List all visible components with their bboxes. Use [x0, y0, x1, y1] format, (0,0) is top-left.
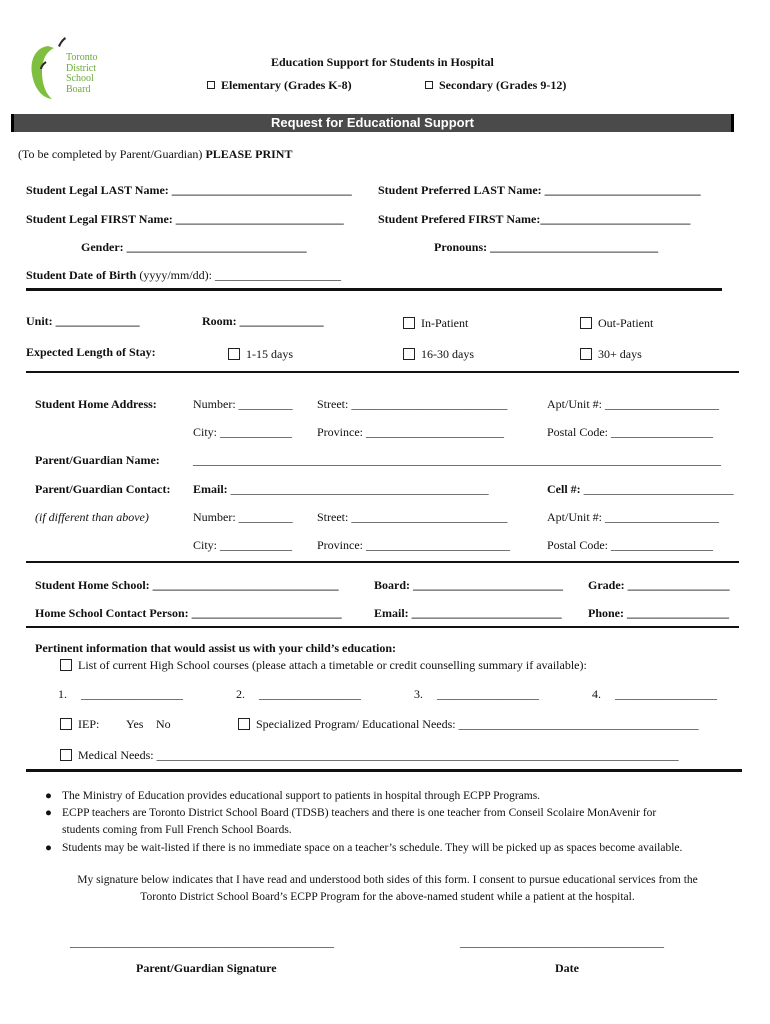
- out-patient-label: Out-Patient: [598, 316, 654, 330]
- email-label: Email:: [193, 482, 228, 496]
- dob-field[interactable]: [26, 268, 341, 283]
- instructions: [18, 147, 292, 162]
- note-text: students coming from Full French School Boards.: [62, 824, 292, 836]
- iep-label: IEP:: [78, 717, 100, 731]
- banner-text: Request for Educational Support: [271, 115, 474, 130]
- date-line[interactable]: __________________________________: [460, 935, 664, 949]
- divider: [26, 561, 739, 563]
- consent-line: My signature below indicates that I have read and understood both sides of this form. I consent to pursue educational services from the: [77, 874, 698, 886]
- note-text: Students may be wait-listed if there is no immediate space on a teacher’s schedule. They will be picked up as spaces become available.: [62, 842, 683, 854]
- note-text: ECPP teachers are Toronto District School Board (TDSB) teachers and there is one teacher from Conseil Scolaire MonAvenir for: [62, 807, 657, 819]
- course-line: _________________: [81, 687, 183, 701]
- legal-first-name-field[interactable]: Student Legal FIRST Name: ____________________________: [26, 212, 344, 226]
- in-patient-label: In-Patient: [421, 316, 469, 330]
- signature-label: Parent/Guardian Signature: [136, 961, 277, 975]
- board-field[interactable]: Board: _________________________: [374, 578, 563, 592]
- logo-line: District: [66, 62, 96, 74]
- guardian-apt-field[interactable]: Apt/Unit #: ___________________: [547, 510, 720, 524]
- stay-option-2[interactable]: [403, 347, 474, 362]
- checkbox-icon[interactable]: [425, 81, 433, 89]
- iep-yes[interactable]: Yes: [126, 717, 144, 731]
- course-number: 3.: [414, 687, 423, 701]
- course-4-field[interactable]: [592, 687, 717, 702]
- guardian-province-field[interactable]: Province: ________________________: [317, 538, 510, 552]
- logo-line: Toronto: [66, 52, 98, 63]
- iep-no[interactable]: No: [156, 717, 171, 731]
- guardian-contact-label: Parent/Guardian Contact:: [35, 482, 171, 496]
- cell-line: _________________________: [580, 482, 734, 496]
- course-line: _________________: [615, 687, 717, 701]
- course-2-field[interactable]: [236, 687, 361, 702]
- stay-option-label: 16-30 days: [421, 347, 474, 361]
- checkbox-icon[interactable]: [207, 81, 215, 89]
- note-item: [45, 805, 657, 822]
- course-number: 4.: [592, 687, 601, 701]
- stay-option-label: 1-15 days: [246, 347, 293, 361]
- course-3-field[interactable]: [414, 687, 539, 702]
- divider: [26, 371, 739, 373]
- school-contact-field[interactable]: Home School Contact Person: _________________________: [35, 606, 342, 620]
- school-email-field[interactable]: Email: _________________________: [374, 606, 562, 620]
- checkbox-icon[interactable]: [403, 348, 415, 360]
- course-line: _________________: [259, 687, 361, 701]
- dob-label: Student Date of Birth: [26, 268, 137, 282]
- specialized-option[interactable]: [238, 717, 699, 732]
- note-item: [45, 840, 683, 857]
- course-number: 1.: [58, 687, 67, 701]
- specialized-label: Specialized Program/ Educational Needs: ________________________________________: [256, 717, 699, 731]
- stay-option-label: 30+ days: [598, 347, 642, 361]
- checkbox-icon[interactable]: [238, 718, 250, 730]
- divider: [26, 769, 742, 772]
- out-patient-option[interactable]: [580, 316, 653, 331]
- signature-line[interactable]: ____________________________________________: [70, 935, 334, 949]
- guardian-number-field[interactable]: Number: _________: [193, 510, 293, 524]
- legal-last-name-field[interactable]: Student Legal LAST Name: ______________________________: [26, 183, 352, 197]
- guardian-email-field[interactable]: [193, 482, 489, 497]
- unit-field[interactable]: Unit: ______________: [26, 314, 140, 328]
- note-item: [45, 788, 541, 805]
- room-field[interactable]: Room: ______________: [202, 314, 324, 328]
- stay-option-1[interactable]: [228, 347, 293, 362]
- option-secondary[interactable]: [425, 78, 566, 93]
- gender-field[interactable]: Gender: ______________________________: [81, 240, 307, 254]
- school-phone-field[interactable]: Phone: _________________: [588, 606, 729, 620]
- pertinent-title: Pertinent information that would assist us with your child’s education:: [35, 641, 397, 655]
- pronouns-field[interactable]: Pronouns: ____________________________: [434, 240, 659, 254]
- iep-option[interactable]: [60, 717, 99, 732]
- logo-line: School: [66, 73, 94, 84]
- option-label: Elementary (Grades K-8): [221, 78, 352, 92]
- bullet-icon: ●: [45, 842, 52, 854]
- divider: [26, 288, 722, 291]
- preferred-last-name-field[interactable]: Student Preferred LAST Name: __________________________: [378, 183, 701, 197]
- address-province-field[interactable]: Province: _______________________: [317, 425, 504, 439]
- date-label: Date: [555, 961, 579, 975]
- courses-label: List of current High School courses (please attach a timetable or credit counselling summary if available):: [78, 658, 587, 672]
- courses-option[interactable]: [60, 658, 587, 673]
- checkbox-icon[interactable]: [60, 749, 72, 761]
- cell-label: Cell #:: [547, 482, 581, 496]
- dob-format: (yyyy/mm/dd): _____________________: [136, 268, 342, 282]
- grade-field[interactable]: Grade: _________________: [588, 578, 730, 592]
- in-patient-option[interactable]: [403, 316, 468, 331]
- guardian-street-field[interactable]: Street: __________________________: [317, 510, 508, 524]
- guardian-name-label: Parent/Guardian Name:: [35, 453, 160, 467]
- consent-line: Toronto District School Board’s ECPP Program for the above-named student while a patient at the hospital.: [140, 891, 635, 903]
- option-elementary[interactable]: [207, 78, 352, 93]
- checkbox-icon[interactable]: [403, 317, 415, 329]
- form-title: Education Support for Students in Hospital: [271, 55, 494, 69]
- address-city-field[interactable]: City: ____________: [193, 425, 293, 439]
- course-number: 2.: [236, 687, 245, 701]
- guardian-city-field[interactable]: City: ____________: [193, 538, 293, 552]
- address-postal-field[interactable]: Postal Code: _________________: [547, 425, 714, 439]
- option-label: Secondary (Grades 9-12): [439, 78, 567, 92]
- guardian-name-field[interactable]: ________________________________________________________________________________________: [193, 453, 721, 467]
- different-address-note: (if different than above): [35, 510, 149, 524]
- stay-option-3[interactable]: [580, 347, 642, 362]
- bullet-icon: ●: [45, 807, 52, 819]
- address-apt-field[interactable]: Apt/Unit #: ___________________: [547, 397, 720, 411]
- tdsb-logo: [28, 36, 108, 102]
- medical-label: Medical Needs: _______________________________________________________________________________________: [78, 748, 679, 762]
- guardian-postal-field[interactable]: Postal Code: _________________: [547, 538, 714, 552]
- home-school-field[interactable]: Student Home School: _______________________________: [35, 578, 339, 592]
- home-address-label: Student Home Address:: [35, 397, 157, 411]
- address-number-field[interactable]: Number: _________: [193, 397, 293, 411]
- medical-option[interactable]: [60, 748, 679, 763]
- consent-statement: [20, 872, 755, 906]
- length-of-stay-label: Expected Length of Stay:: [26, 345, 156, 359]
- section-banner: [11, 114, 734, 132]
- course-1-field[interactable]: [58, 687, 183, 702]
- note-text: The Ministry of Education provides educational support to patients in hospital through ECPP Programs.: [62, 790, 541, 802]
- apple-logo-icon: [28, 36, 68, 102]
- course-line: _________________: [437, 687, 539, 701]
- divider: [26, 626, 739, 628]
- logo-line: Board: [66, 83, 91, 95]
- instructions-emphasis: PLEASE PRINT: [205, 147, 293, 161]
- guardian-cell-field[interactable]: [547, 482, 734, 497]
- checkbox-icon[interactable]: [580, 348, 592, 360]
- note-item-continued: [62, 822, 292, 839]
- instructions-text: (To be completed by Parent/Guardian): [18, 147, 206, 161]
- checkbox-icon[interactable]: [228, 348, 240, 360]
- bullet-icon: ●: [45, 790, 52, 802]
- checkbox-icon[interactable]: [60, 659, 72, 671]
- checkbox-icon[interactable]: [580, 317, 592, 329]
- preferred-first-name-field[interactable]: Student Prefered FIRST Name:_________________________: [378, 212, 691, 226]
- email-line: ___________________________________________: [227, 482, 489, 496]
- checkbox-icon[interactable]: [60, 718, 72, 730]
- address-street-field[interactable]: Street: __________________________: [317, 397, 508, 411]
